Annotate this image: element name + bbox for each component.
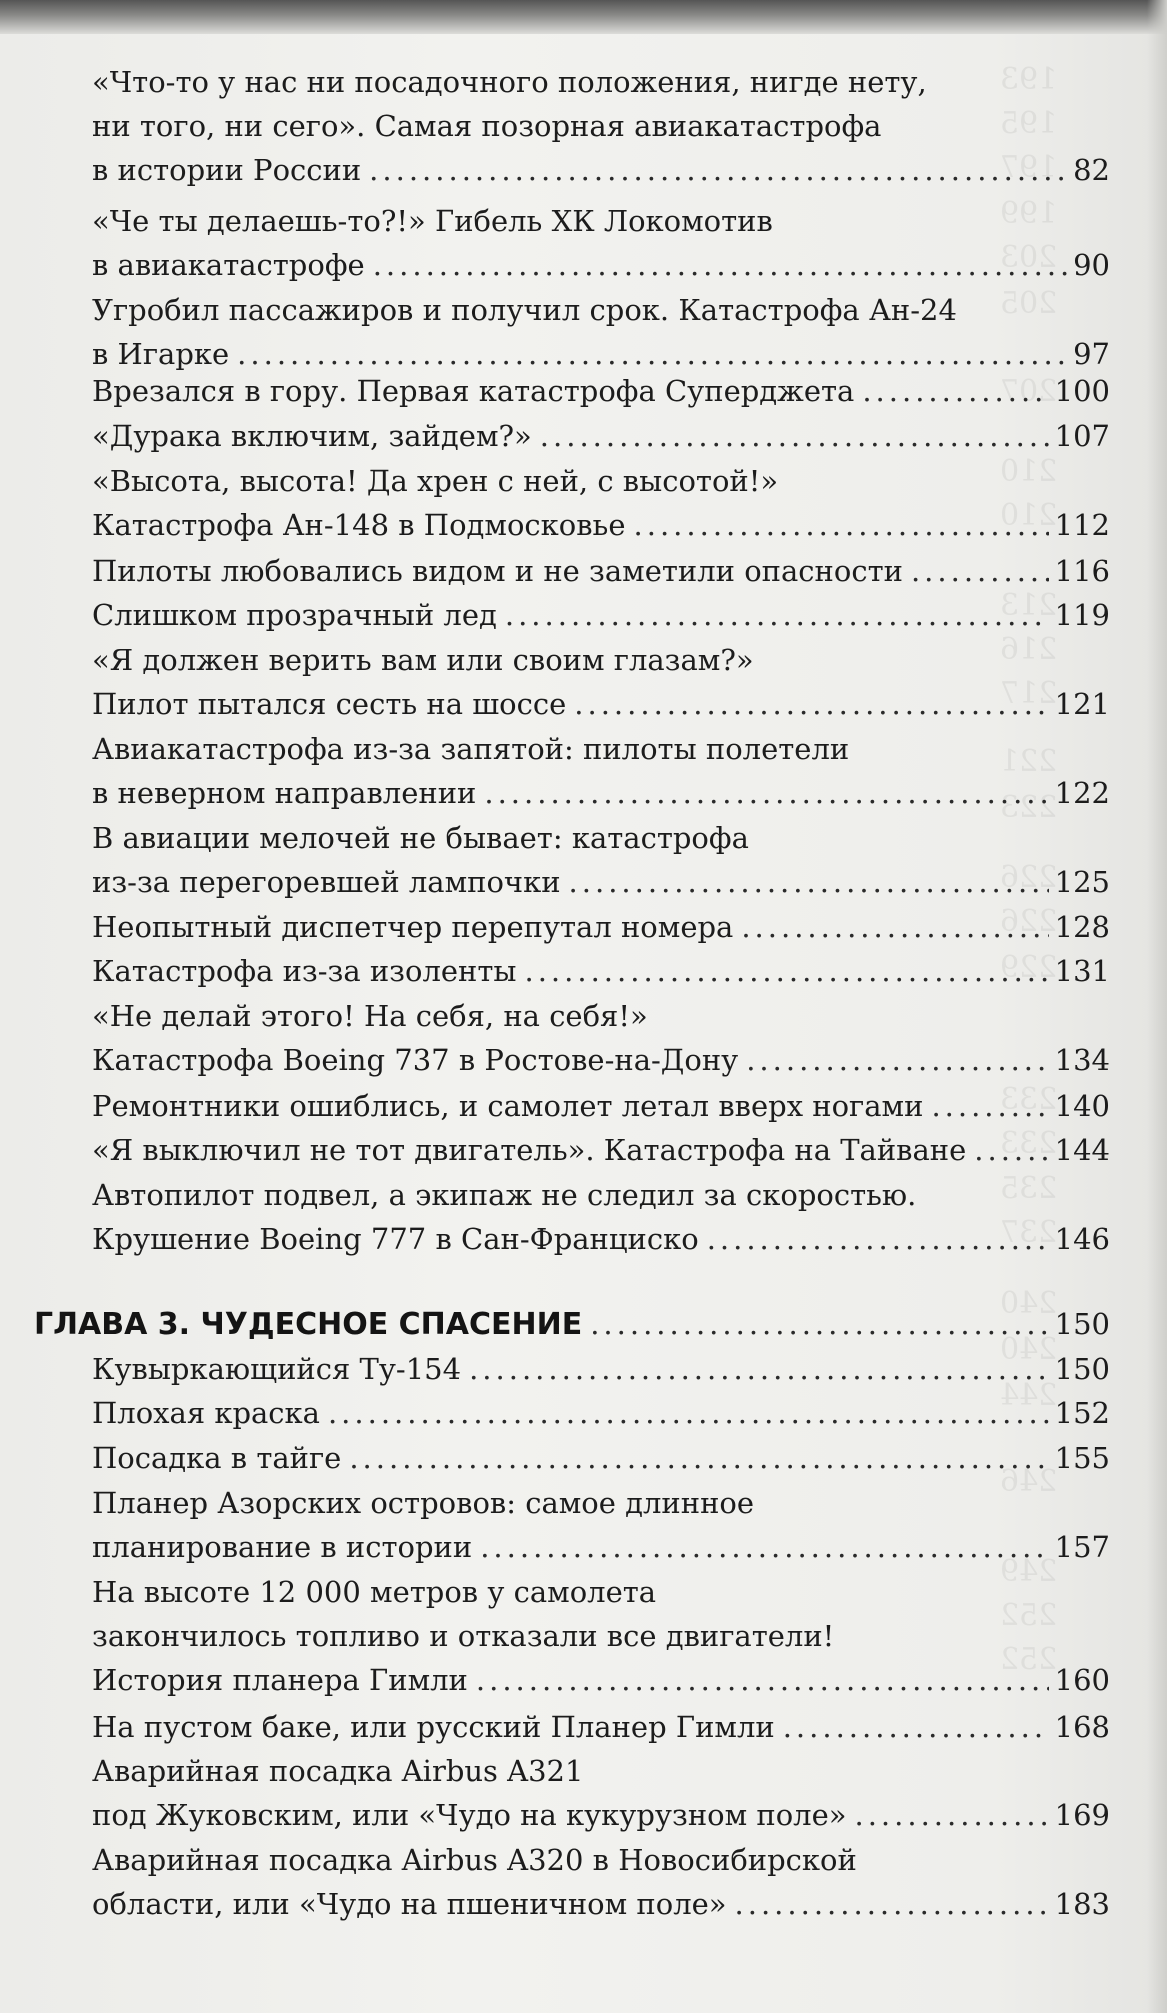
toc-entry-title-line: «Высота, высота! Да хрен с ней, с высотой!»	[92, 464, 779, 498]
toc-entry-title-line: Крушение Boeing 777 в Сан-Франциско	[92, 1222, 699, 1256]
toc-entry	[92, 369, 1110, 413]
toc-entry-title-line: ни того, ни сего». Самая позорная авиакатастрофа	[92, 109, 882, 143]
toc-entry-title-line: На пустом баке, или русский Планер Гимли	[92, 1710, 775, 1744]
dot-leader	[505, 593, 1049, 637]
toc-entry-last-line	[34, 1302, 1110, 1347]
page-number: 122	[1054, 776, 1110, 810]
toc-entry-title-line: Посадка в тайге	[92, 1441, 342, 1475]
toc-entry-title-line: Пилот пытался сесть на шоссе	[92, 687, 567, 721]
dot-leader	[480, 1525, 1048, 1569]
toc-entry-title-line: «Что-то у нас ни посадочного положения, нигде нету,	[92, 65, 927, 99]
toc-entry-title-line: Пилоты любовались видом и не заметили опасности	[92, 554, 903, 588]
page-number: 155	[1054, 1441, 1110, 1475]
toc-entry-title-line: Автопилот подвел, а экипаж не следил за скоростью.	[92, 1178, 917, 1212]
page-number: 183	[1054, 1887, 1110, 1921]
dot-leader	[974, 1128, 1048, 1172]
page-number: 150	[1054, 1307, 1110, 1341]
toc-entry-last-line	[92, 1793, 1110, 1837]
show-through-number: 226	[1000, 860, 1058, 895]
page-number: 134	[1054, 1043, 1110, 1077]
toc-entry-title-line: Слишком прозрачный лед	[92, 598, 497, 632]
toc-entry-title-line: «Че ты делаешь-то?!» Гибель ХК Локомотив	[92, 204, 773, 238]
toc-entry-title-line: в истории России	[92, 153, 362, 187]
toc-entry	[92, 1749, 1110, 1837]
chapter-title: ГЛАВА 3. ЧУДЕСНОЕ СПАСЕНИЕ	[34, 1307, 583, 1342]
toc-entry-last-line	[92, 243, 1110, 287]
toc-entry-title-line: закончилось топливо и отказали все двигатели!	[92, 1619, 835, 1653]
page-number: 128	[1054, 910, 1110, 944]
show-through-number: 233	[1000, 1082, 1058, 1117]
toc-entry	[92, 1084, 1110, 1128]
page-number: 168	[1054, 1710, 1110, 1744]
show-through-number: 249	[1000, 1554, 1058, 1589]
show-through-number: 203	[1000, 240, 1058, 275]
show-through-number: 221	[1000, 744, 1058, 779]
show-through-number: 252	[1000, 1598, 1058, 1633]
toc-entry	[92, 727, 1110, 815]
dot-leader	[469, 1347, 1049, 1391]
dot-leader	[590, 1302, 1048, 1346]
dot-leader	[574, 682, 1048, 726]
show-through-number: 217	[1000, 676, 1058, 711]
show-through-number: 226	[1000, 904, 1058, 939]
toc-entry-title-line: Неопытный диспетчер перепутал номера	[92, 910, 734, 944]
toc-entry-title-line: из-за перегоревшей лампочки	[92, 865, 561, 899]
toc-entry-title-line: Аварийная посадка Airbus A321	[92, 1754, 584, 1788]
page-number: 169	[1054, 1798, 1110, 1832]
toc-entry-title-line: Врезался в гору. Первая катастрофа Суперджета	[92, 374, 855, 408]
toc-entry-last-line	[92, 369, 1110, 413]
show-through-number: 240	[1000, 1332, 1058, 1367]
show-through-number: 252	[1000, 1642, 1058, 1677]
dot-leader	[746, 1038, 1048, 1082]
toc-entry	[92, 994, 1110, 1082]
toc-entry-title-line: «Не делай этого! На себя, на себя!»	[92, 999, 648, 1033]
toc-entry-last-line	[92, 414, 1110, 458]
dot-leader	[741, 905, 1048, 949]
dot-leader	[783, 1705, 1049, 1749]
show-through-number: 246	[1000, 1464, 1058, 1499]
page-number: 90	[1073, 248, 1110, 282]
page-number: 107	[1054, 419, 1110, 453]
toc-entry-title-line: «Я должен верить вам или своим глазам?»	[92, 643, 754, 677]
toc-entry-last-line	[92, 905, 1110, 949]
toc-entry	[92, 905, 1110, 949]
toc-entry-title-line: в неверном направлении	[92, 776, 477, 810]
toc-entry	[92, 1436, 1110, 1480]
page-number: 157	[1054, 1530, 1110, 1564]
dot-leader	[373, 243, 1067, 287]
dot-leader	[634, 503, 1049, 547]
show-through-number: 235	[1000, 1171, 1058, 1206]
toc-entry-title-line: Плохая краска	[92, 1396, 320, 1430]
page-number: 144	[1054, 1133, 1110, 1167]
toc-entry	[92, 414, 1110, 458]
page-number: 82	[1073, 153, 1110, 187]
show-through-number: 240	[1000, 1286, 1058, 1321]
show-through-number: 210	[1000, 454, 1058, 489]
show-through-number: 244	[1000, 1378, 1058, 1413]
page-number: 131	[1054, 954, 1110, 988]
toc-entry-last-line	[92, 1391, 1110, 1435]
page-number: 112	[1054, 508, 1110, 542]
dot-leader	[707, 1217, 1049, 1261]
show-through-number: 210	[1000, 498, 1058, 533]
toc-entry-title-line: под Жуковским, или «Чудо на кукурузном поле»	[92, 1798, 847, 1832]
toc-entry-last-line	[92, 771, 1110, 815]
toc-entry	[92, 1391, 1110, 1435]
toc-entry-last-line	[92, 593, 1110, 637]
page-number: 160	[1054, 1663, 1110, 1697]
dot-leader	[862, 369, 1048, 413]
show-through-number: 223	[1000, 790, 1058, 825]
page-number: 140	[1054, 1089, 1110, 1123]
page-number: 125	[1054, 865, 1110, 899]
toc-entry	[92, 549, 1110, 593]
toc-entry-title-line: «Я выключил не тот двигатель». Катастрофа на Тайване	[92, 1133, 967, 1167]
toc-entry	[92, 1347, 1110, 1391]
toc-entry-title-line: Катастрофа Boeing 737 в Ростове-на-Дону	[92, 1043, 739, 1077]
toc-entry-title-line: Катастрофа из-за изоленты	[92, 954, 517, 988]
show-through-number: 193	[1000, 62, 1058, 97]
toc-entry-last-line	[92, 682, 1110, 726]
page-number: 152	[1054, 1396, 1110, 1430]
show-through-number: 237	[1000, 1215, 1058, 1250]
toc-entry	[92, 288, 1110, 376]
toc-entry-title-line: Авиакатастрофа из-за запятой: пилоты полетели	[92, 732, 850, 766]
dot-leader	[540, 414, 1049, 458]
toc-entry-last-line	[92, 1436, 1110, 1480]
toc-entry-last-line	[92, 1084, 1110, 1128]
toc-entry	[92, 1173, 1110, 1261]
toc-entry	[92, 459, 1110, 547]
show-through-number: 233	[1000, 1126, 1058, 1161]
toc-entry-last-line	[92, 1705, 1110, 1749]
toc-entry-title-line: Планер Азорских островов: самое длинное	[92, 1486, 755, 1520]
toc-entry	[92, 1481, 1110, 1569]
page-number: 121	[1054, 687, 1110, 721]
toc-entry	[92, 1570, 1110, 1702]
dot-leader	[328, 1391, 1049, 1435]
dot-leader	[855, 1793, 1049, 1837]
show-through-number: 195	[1000, 106, 1058, 141]
page-number: 150	[1054, 1352, 1110, 1386]
toc-entry-last-line	[92, 1658, 1110, 1702]
toc-entry-title-line: На высоте 12 000 метров у самолета	[92, 1575, 657, 1609]
toc-entry-title-line: планирование в истории	[92, 1530, 473, 1564]
page-number: 119	[1054, 598, 1110, 632]
toc-entry-title-line: Кувыркающийся Ту-154	[92, 1352, 462, 1386]
show-through-number: 197	[1000, 150, 1058, 185]
show-through-number: 207	[1000, 374, 1058, 409]
page-number: 146	[1054, 1222, 1110, 1256]
show-through-number: 205	[1000, 286, 1058, 321]
page-number: 100	[1054, 374, 1110, 408]
toc-entry-title-line: в Игарке	[92, 337, 230, 371]
dot-leader	[931, 1084, 1048, 1128]
toc-entry	[92, 199, 1110, 287]
toc-entry	[92, 60, 1110, 192]
dot-leader	[476, 1658, 1049, 1702]
toc-entry	[92, 1838, 1110, 1926]
toc-entry-last-line	[92, 148, 1110, 192]
toc-entry-title-line: области, или «Чудо на пшеничном поле»	[92, 1887, 727, 1921]
chapter-heading	[34, 1302, 1110, 1347]
show-through-number: 216	[1000, 632, 1058, 667]
toc-entry	[92, 1705, 1110, 1749]
toc-entry-last-line	[92, 549, 1110, 593]
toc-entry-last-line	[92, 1038, 1110, 1082]
toc-entry-last-line	[92, 860, 1110, 904]
dot-leader	[735, 1882, 1049, 1926]
toc-entry	[92, 949, 1110, 993]
toc-entry-title-line: «Дурака включим, зайдем?»	[92, 419, 532, 453]
toc-entry-title-line: Угробил пассажиров и получил срок. Катастрофа Ан-24	[92, 293, 957, 327]
show-through-number: 213	[1000, 588, 1058, 623]
toc-entry-last-line	[92, 1128, 1110, 1172]
toc-entry-last-line	[92, 1347, 1110, 1391]
toc-entry	[92, 1128, 1110, 1172]
dot-leader	[369, 148, 1067, 192]
toc-entry-title-line: История планера Гимли	[92, 1663, 468, 1697]
toc-entry	[92, 593, 1110, 637]
dot-leader	[525, 949, 1049, 993]
toc-entry-title-line: Катастрофа Ан-148 в Подмосковье	[92, 508, 626, 542]
show-through-number: 199	[1000, 196, 1058, 231]
toc-entry-last-line	[92, 1525, 1110, 1569]
dot-leader	[349, 1436, 1048, 1480]
toc-entry	[92, 638, 1110, 726]
toc-entry-last-line	[92, 1217, 1110, 1261]
toc-entry-title-line: Ремонтники ошиблись, и самолет летал вверх ногами	[92, 1089, 924, 1123]
page-number: 97	[1073, 337, 1110, 371]
toc-entry-title-line: Аварийная посадка Airbus A320 в Новосибирской	[92, 1843, 857, 1877]
show-through-number: 229	[1000, 950, 1058, 985]
toc-entry	[92, 816, 1110, 904]
toc-entry-last-line	[92, 949, 1110, 993]
toc-entry-last-line	[92, 1882, 1110, 1926]
toc-entry-title-line: В авиации мелочей не бывает: катастрофа	[92, 821, 749, 855]
dot-leader	[484, 771, 1048, 815]
toc-entry-last-line	[92, 503, 1110, 547]
dot-leader	[569, 860, 1049, 904]
dot-leader	[911, 549, 1049, 593]
page-number: 116	[1054, 554, 1110, 588]
toc-entry-title-line: в авиакатастрофе	[92, 248, 365, 282]
